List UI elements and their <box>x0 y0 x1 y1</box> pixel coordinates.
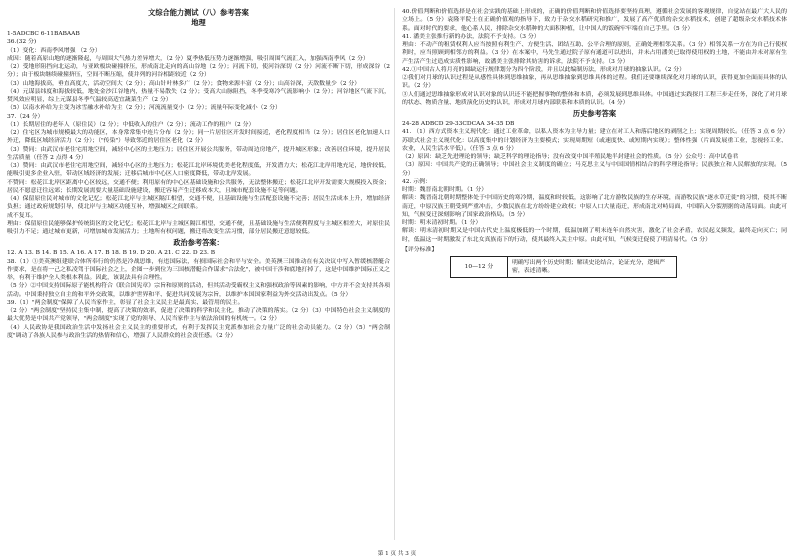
geography-answer-line: 1-5ADCBC 6-11BABAAB <box>7 31 80 37</box>
geography-answer-line: （3）赞同：由武汉市老住宅用地空间，减轻中心区的土地压力；松花江北岸环境优美老化程度低，开发潜力大；松花江北岸用地充足，地价较低，能吸引更多企业入驻，带动区域经济的发展；迁移后城市中心区人口密度降低，带动北岸发展。 <box>7 163 390 178</box>
history-heading: 历史参考答案 <box>572 109 617 118</box>
politics-answer-line: 40.价值判断和价值选择是在社会实践的基础上形成的，正确的价值判断和价值选择要坚持真理，遵循社会发展的客观规律，自觉站在最广大人民的立场上。（5 分）袁隆平院士在正确价值观的指导下，致力于杂交水稻研究和推广，发展了高产优质的杂交水稻技术，创建了超级杂交水稻技术体系。面对时代的要求，他心系人民，排除杂交水稻种的大面积种植，让中国人的饭碗牢牢端在自己手里。（5 分） <box>402 9 787 32</box>
politics-answers <box>7 249 390 340</box>
history-answer-line: 时期：魏晋南北朝时期。（1 分） <box>402 187 488 193</box>
history-answer-line: 解读：魏晋南北朝时期整体处于中国历史的寒冷期，温度和时较低，这影响了北方游牧民族的生存环境，而游牧民族"逐水草迁徙"的习惯，使其不断南迁，中原汉族王朝受到严重冲击，少数民族在北方纷纷建立政权；中原人口大量南迁，形成南北对峙局面，中国陷入分裂割据的动荡局面。由此可知，气候变迁深刻影响了国家政治格局。（5 分） <box>402 195 787 218</box>
politics-heading: 政治参考答案： <box>173 238 224 248</box>
history-answer-line: 24-28 ADBCD 29-33CDCAA 34-35 DB <box>402 121 515 127</box>
column-divider <box>394 8 395 540</box>
history-answers <box>402 120 787 244</box>
politics-answer-line: （2 分）"两会制度"坚持民主集中制，提高了决策的效率，促进了决策的科学和民主化，推动了决策的落实。（2 分）（3）中国特色社会主义制度的最大优势是中国共产党领导，"两会制度"实现了党的领导、人民当家作主与依法治国的有机统一。（2 分） <box>7 308 390 323</box>
politics-answer-line: （5 分）②中国支持国际原子能机构符合《联合国宪章》宗旨和原则的活动，但其活动受霸权主义和强权政治等因素的影响，中方并不会支持其各项活动。中国秉持独立自主的和平外交政策，以维护世界和平、促进共同发展为宗旨，以维护本国国家利益为外交活动出发点。（5 分） <box>7 283 390 298</box>
politics-answer-line: 41. 潘美主张推行新的办法，法院不予支持。（3 分） <box>402 33 540 40</box>
history-answer-line: 苏联式社会主义现代化：以高度集中的计划经济为主要模式；实现周期短（或速度快、或短期内实现）；整体性强（片面发展重工业，忽视轻工业、农业，人民生活水平低）。（任答 3 点 6 分） <box>402 137 787 152</box>
geography-answer-line: （2）住宅区为城市规模最大的功能区，本身常常集中连片分布（2 分）；同一片居住区开发时间接近，老化程度相当（2 分）；居住区老化加速人口外迁，降低区域经济活力（2 分）；（"传染"）导致邻近的居住区老化（2 分） <box>7 130 390 145</box>
geography-answers <box>7 30 390 236</box>
rubric-row <box>451 257 677 278</box>
politics-answer-line: 理由：不动产的租赁权利人应当按照有利生产、方便生活、团结互助、公平合理的原则，正确处理相邻关系。（3 分）相邻关系一方在为自己行使权利时，应当照顾到相邻方的利益。（3 分）在本案中，马先生通过院子原有通道可以进出，并未占用潘美已取得使用权的土地，不能由并未对原有生产生活产生过造成实质性影响，故潘美主张排除其妨害的诉求，法院不予支持。（3 分） <box>402 42 787 65</box>
rubric-label: 【评分标准】 <box>402 246 438 253</box>
history-answer-line: 解读：明末清初时期又是中国古代史上温度极低的一个时期，低温加剧了明末连年自然灾害，激化了社会矛盾，农民起义频发，最终走向灭亡；同时，低温这一时期激发了东北女真族南下的行动，使其最终入关主中原。由此可知，气候变迁促使了明清易代。（5 分） <box>402 228 787 243</box>
history-answer-line: （3）原因：中国共产党的正确领导；中国社会主义制度的确立；马克思主义与中国国情相结合的科学理论指导；民族独立和人民解放的实现。（5 分） <box>402 162 787 177</box>
right-column <box>402 8 787 278</box>
history-answer-line: （2）原因：缺乏先进理论的领导；缺乏科学的理论指导；没有改变中国半殖民地半封建社会的性质。（5 分）公众号：高中试卷君 <box>402 154 739 160</box>
rubric-score: 10—12 分 <box>451 257 508 278</box>
geography-answer-line: （1）变化：西南季风增强 （2 分） <box>7 47 101 54</box>
history-answer-line: 时期：明末清初时期。（1 分） <box>402 220 482 226</box>
geography-answer-line: （4）保留原住民对城市的文化记忆；松花江北岸与主城区隔江相望，交通不便，且基础设施与生活配套设施不完善；居民生活成本上升，增加经济负担；通过政府规划引导，使北岸与主城区功能互补，增强城区之间联系。 <box>7 196 390 211</box>
doc-title: 文综合能力测试（八）参考答案 <box>148 8 249 17</box>
politics-answer-line: 12. A 13. B 14. B 15. A 16. A 17. B 18. B 19. D 20. A 21. C 22. D 23. B <box>7 250 216 257</box>
geography-answer-line: （2）受地形阻挡向北运动，与亚欧板块碰撞挤压，形成南北走向的高山谷地（2 分）；河流下切，使河谷深切（2 分）河流不断下切，形成深谷（2 分）；由于板块继续碰撞挤压，空间不断压缩，使并列的河谷相距较近（2 分） <box>7 64 390 79</box>
geography-answer-line: （1）长期居住的老年人（原住民）（2 分）；中低收入的住户（2 分）；流动工作的租户（2 分） <box>7 121 255 128</box>
geography-answer-line: 不赞同：松花江北岸区距离中心区较远，交通不便；利用原有的中心区基础设施和公共服务，无法整体搬迁；松花江北岸开发需要大规模投入资金；居民不愿意迁往远郊；长期发展需要大量基础设施建设，搬迁容易产生迁移成本大，且城市配套设施不足等问题。 <box>7 179 390 194</box>
politics-answer-line: 39.（1）"两会制度"保障了人民当家作主，彰显了社会主义民主是最真实、最管用的民主。 <box>7 299 244 306</box>
geography-answer-line: 37.（24 分） <box>7 113 44 120</box>
left-column <box>7 8 390 340</box>
geography-heading: 地理 <box>191 18 206 27</box>
geography-answer-line: 36.(32 分) <box>7 39 37 46</box>
geography-answer-line: （5）以南水补给为主变为冰雪融水补给为主（2 分）；河流流量变小（2 分）；流量年际变化减小（2 分） <box>7 105 281 112</box>
geography-answer-line: （3）赞同：由武汉市老住宅用地空间，减轻中心区的土地压力；居住区开展公共服务，带动周边房地产，提升城区形象；改善居住环境，提升居民生活质量（任答 2 点得 4 分） <box>7 146 390 161</box>
geography-answer-line: 成不复耳。 <box>7 212 37 219</box>
politics-answer-line: 42.①中国古人将月亮的圆缺运行规律划分为四个阶段，并且以此编制历法，形成对月球的抽象认识。（2 分） <box>402 66 686 73</box>
rubric-description: 明确写出两个历史时期；解读史论结合，论证充分，逻辑严密，表述清晰。 <box>508 257 677 278</box>
politics-answers-continued <box>402 8 787 107</box>
history-answer-line: 42. 示例： <box>402 178 431 185</box>
page-footer: 第 1 页 共 3 页 <box>377 551 417 557</box>
geography-answer-line: 理由：保留原住民能够保护传统街区的文化记忆；松花江北岸与主城区隔江相望，交通不便，且基础设施与生活便利程度与主城区相差大，对原住民吸引力不足；通过城市更新，可增加城市发展活力；土地所有权问题，搬迁将改变生活习惯，部分居民搬迁意愿较低。 <box>7 220 390 235</box>
politics-answer-line: 38.（1）①美英澳组建联合体所奉行的仍然是冷战思维，有违国际法，有损国际社会和平与安全。美英澳三国推动在有关决议中写入暂缓核潜艇合作要求，是在将一己之私凌驾于国际社会之上，企图一步到位为三国核潜艇合作谋求"合法化"，被中国干涉和底地打掉了，这是中国维护国际正义之举，有利于维护全人类根本利益。因此，该说法具有合理性。 <box>7 258 390 281</box>
geography-answer-line: 成因：随着高原山地的逐渐隆起，与周围大气热力差异增大，（2 分）夏季热低压势力逐渐增强，吸引周围气流汇入，加强西南季风（2 分） <box>7 55 369 62</box>
politics-answer-line: ③人们通过思维抽象形成对认识对象的认识还不能把握事物的整体和本质，必须发展到思维具体。中国通过实践探月工程三步走任务，深化了对月球的状态、物质含量、地质演化历史的认识，形成对月球内部联系和本质的认识。（4 分） <box>402 91 787 106</box>
geography-answer-line: （4）元谋县纬度和海拔较低，地处金沙江谷地内，热量不易散失（2 分）；受高大山脉阻挡，冬季受寒冷气流影响小（2 分）；河谷地区气流下沉，焚风效应明显，综上元谋县冬季气温较高适宜蔬菜生产（2 分） <box>7 88 390 103</box>
politics-answer-line: ②我们对月球的认识过程是从感性具体到思维抽象，再从思维抽象到思维具体的过程。我们还要继续深化对月球的认识，获得更加全面而具体的认识。（2 分） <box>402 75 787 90</box>
rubric-table <box>450 256 677 278</box>
politics-answer-line: （4）人民政协是我国政治生活中发扬社会主义民主的重要形式，有利于发挥民主党派参加社会力量广泛的社会动员能力。（2 分）（5）"两会制度"调动了各族人民参与政治生活的热情和信心，增强了人民群众的社会责任感。（2 分） <box>7 324 390 339</box>
geography-answer-line: （3）山地海拔高，垂直高度大，活动空间大（2 分）；高山针叶林多广（2 分）；食物来源丰富（2 分）；山高谷深，天敌数量少（2 分） <box>7 80 361 87</box>
history-answer-line: 41. （1）西方式资本主义现代化：通过工业革命，以私人资本为主导力量；建立在对工人和落后地区的剥削之上；实现周期较长。（任答 3 点 6 分） <box>402 129 789 136</box>
